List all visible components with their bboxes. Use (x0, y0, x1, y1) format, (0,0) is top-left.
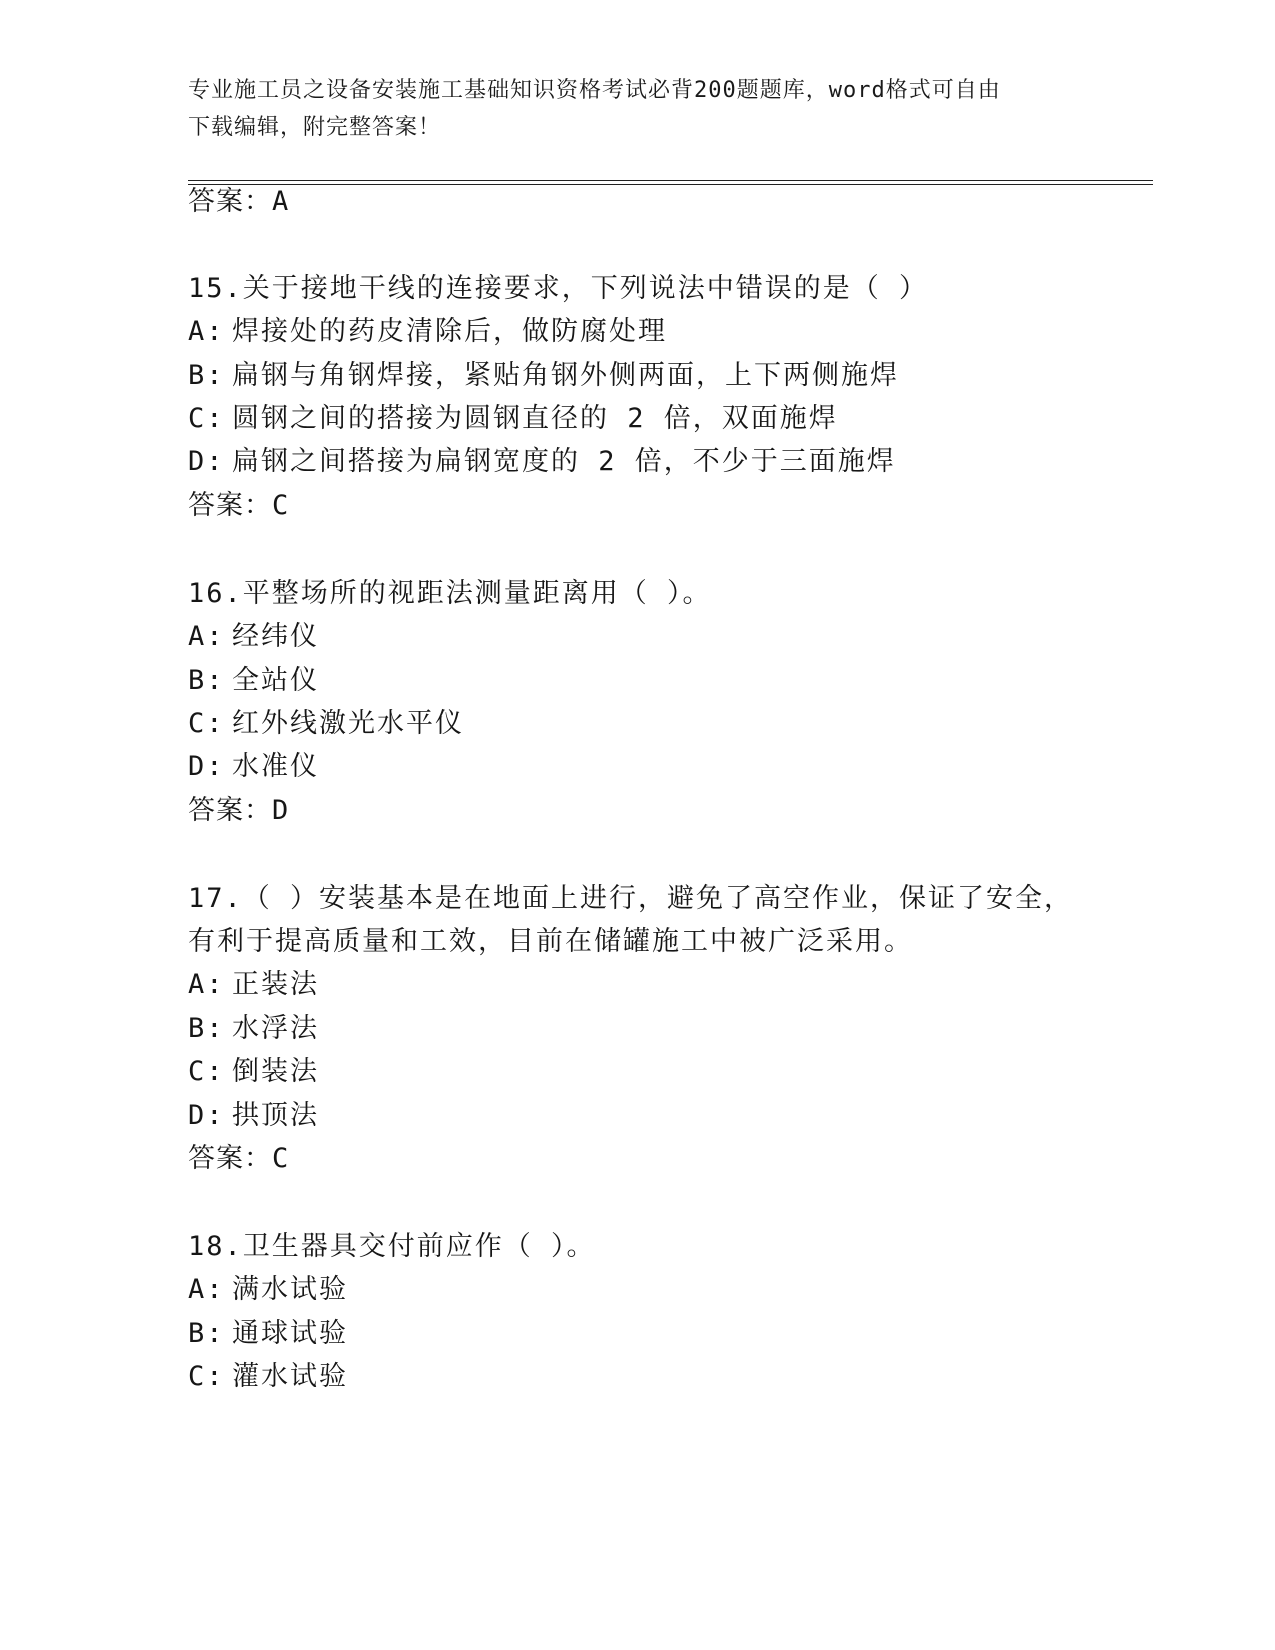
option-text: 焊接处的药皮清除后，做防腐处理 (232, 316, 667, 347)
question-17-option-c (188, 1055, 319, 1089)
option-text: 圆钢之间的搭接为圆钢直径的 2 倍，双面施焊 (232, 403, 838, 434)
question-16-option-a (188, 620, 319, 654)
question-15-option-b (188, 359, 899, 393)
question-17-stem: 17.（ ）安装基本是在地面上进行，避免了高空作业，保证了安全， (188, 883, 1074, 914)
question-17-option-b (188, 1012, 319, 1046)
option-label: C: (188, 1056, 225, 1087)
answer-16: 答案：D (188, 795, 290, 826)
option-text: 灌水试验 (232, 1361, 348, 1392)
question-18-stem: 18.卫生器具交付前应作（ ）。 (188, 1231, 596, 1262)
question-18-option-c (188, 1360, 348, 1394)
option-text: 扁钢之间搭接为扁钢宽度的 2 倍，不少于三面施焊 (232, 446, 896, 477)
option-label: C: (188, 1361, 225, 1392)
question-15-option-a (188, 315, 667, 349)
question-17-option-d (188, 1099, 319, 1133)
question-16-option-b (188, 664, 319, 698)
option-label: D: (188, 446, 225, 477)
header-line-2: 下载编辑，附完整答案！ (188, 115, 442, 140)
option-text: 满水试验 (232, 1274, 348, 1305)
header-divider-bottom (188, 184, 1153, 185)
question-17-option-a (188, 968, 319, 1002)
question-17-stem-continued: 有利于提高质量和工效，目前在储罐施工中被广泛采用。 (188, 926, 913, 957)
option-label: B: (188, 1013, 225, 1044)
option-text: 水准仪 (232, 751, 319, 782)
option-text: 全站仪 (232, 665, 319, 696)
option-label: C: (188, 708, 225, 739)
option-label: B: (188, 1318, 225, 1349)
option-label: D: (188, 751, 225, 782)
question-15-option-c (188, 402, 838, 436)
option-text: 拱顶法 (232, 1100, 319, 1131)
option-text: 红外线激光水平仪 (232, 708, 464, 739)
option-label: A: (188, 969, 225, 1000)
question-18-option-b (188, 1317, 348, 1351)
answer-15: 答案：C (188, 490, 290, 521)
answer-17: 答案：C (188, 1143, 290, 1174)
question-16-option-d (188, 750, 319, 784)
option-text: 经纬仪 (232, 621, 319, 652)
option-label: B: (188, 360, 225, 391)
document-header (188, 72, 1088, 146)
question-16-stem: 16.平整场所的视距法测量距离用（ ）。 (188, 578, 712, 609)
option-text: 倒装法 (232, 1056, 319, 1087)
option-label: A: (188, 316, 225, 347)
question-15-option-d (188, 445, 896, 479)
option-label: B: (188, 665, 225, 696)
option-label: A: (188, 1274, 225, 1305)
option-text: 扁钢与角钢焊接，紧贴角钢外侧两面，上下两侧施焊 (232, 360, 899, 391)
question-15-stem: 15.关于接地干线的连接要求，下列说法中错误的是（ ） (188, 273, 929, 304)
header-divider-top (188, 180, 1153, 181)
option-label: C: (188, 403, 225, 434)
answer-14: 答案：A (188, 186, 290, 217)
option-label: A: (188, 621, 225, 652)
option-text: 水浮法 (232, 1013, 319, 1044)
option-text: 通球试验 (232, 1318, 348, 1349)
option-label: D: (188, 1100, 225, 1131)
header-line-1: 专业施工员之设备安装施工基础知识资格考试必背200题题库，word格式可自由 (188, 78, 1001, 103)
question-18-option-a (188, 1273, 348, 1307)
question-16-option-c (188, 707, 464, 741)
option-text: 正装法 (232, 969, 319, 1000)
